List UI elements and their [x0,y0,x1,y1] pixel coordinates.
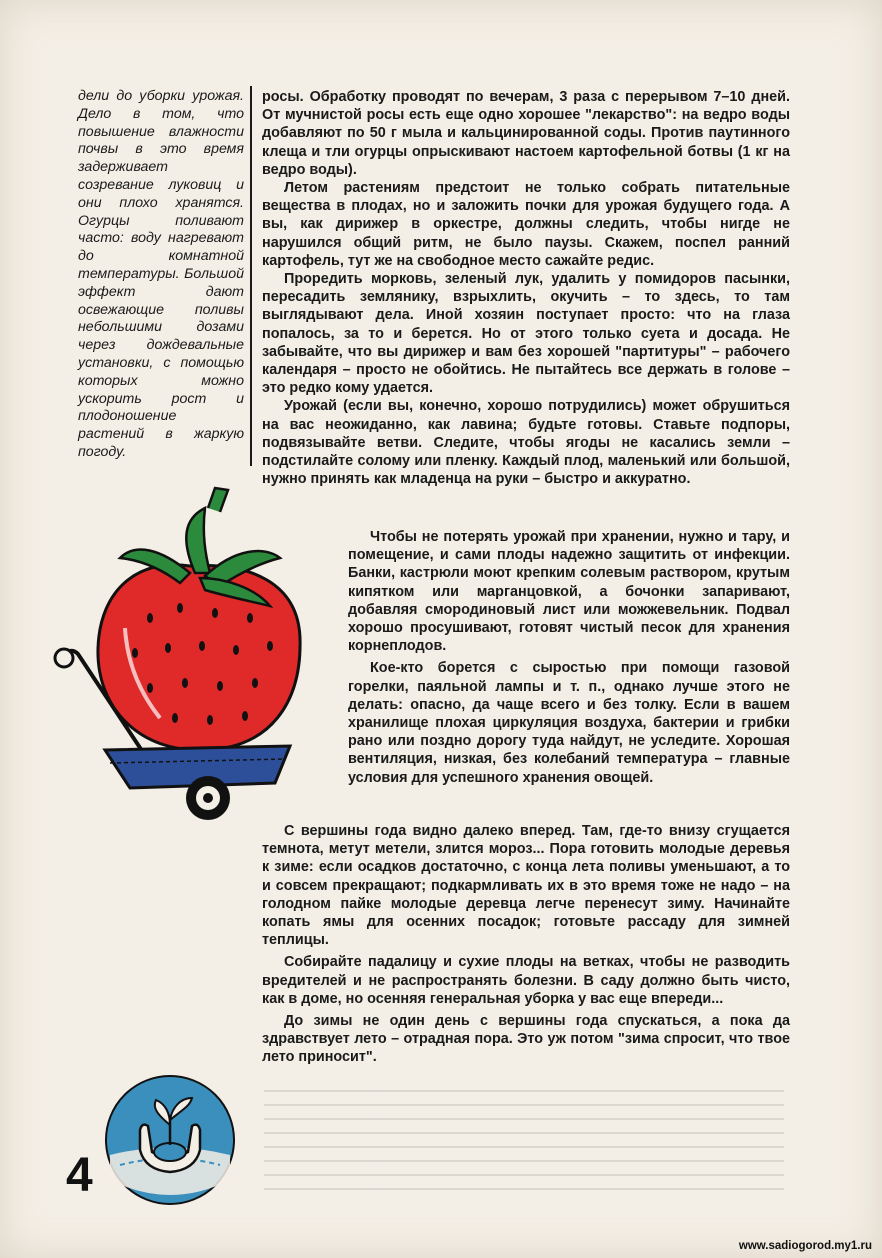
footer-url[interactable]: www.sadiogorod.my1.ru [738,1240,872,1252]
hands-sprout-emblem-icon [100,1070,240,1210]
page-number: 4 [66,1149,93,1202]
column-divider [250,86,252,466]
cart-handle-grip [55,649,73,667]
bottom-column [262,822,790,1071]
side-column-text: дели до уборки урожая. Дело в том, что повышение влажности почвы в это время задерживает созревание луковиц и они плохо хранятся. Огурцы поливают часто: воду нагревают до комнатной температуры. Большой эффект дают освежающие поливы небольшими дозами через дождевальные установки, с помощью которых можно ускорить рост и плодоношение растений в жаркую погоду. [78,88,244,460]
lower-paragraph-2: Кое-кто борется с сыростью при помощи газовой горелки, паяльной лампы и т. п., однако лучше этого не делать: опасно, да чаще всего и без толку. Если в вашем хранилище плохая циркуляция воздуха, бактерии и грибки рано или поздно дорогу туда найдут, не уследите. Хорошая вентиляция, низкая, без колебаний температура – главные условия для успешного хранения овощей. [348,660,790,786]
lower-column [348,528,790,791]
bottom-paragraph-1: С вершины года видно далеко вперед. Там, где-то внизу сгущается темнота, метут метели, злится мороз... Пора готовить молодые деревья к зиме: если осадков достаточно, с конца лета поливы уменьшают, а то и совсем прекращают; подкармливать их в это время тоже не надо – на голодном пайке молодые деревца легче перенесут зиму. Начинайте копать ямы для осенних посадок; готовьте рассаду для зимней теплицы. [262,823,790,949]
main-paragraph-4: Урожай (если вы, конечно, хорошо потрудились) может обрушиться на вас неожиданно, как лавина; будьте готовы. Ставьте подпоры, подвязывайте ветви. Следите, чтобы ягоды не касались земли – подстилайте солому или пленку. Каждый плод, маленький или большой, нужно принять как младенца на руки – быстро и аккуратно. [262,398,790,488]
main-paragraph-3: Проредить морковь, зеленый лук, удалить у помидоров пасынки, пересадить землянику, взрыхлить, окучить – то здесь, то там выглядывают дела. Иной хозяин поступает просто: что на глаза попалось, за то и берется. Но от этого только суета и досада. Не забывайте, что вы дирижер и вам без хорошей "партитуры" – рабочего календаря – просто не обойтись. Не пытайтесь все держать в голове – это редко кому удается. [262,271,790,397]
lower-paragraph-1: Чтобы не потерять урожай при хранении, нужно и тару, и помещение, и сами плоды надежно защитить от инфекции. Банки, кастрюли моют крепким солевым раствором, крутым кипятком или марганцовкой, а бочонки запаривают, добавляя смородиновый лист или можжевельник. Подвал хорошо просушивают, готовят чистый песок для хранения корнеплодов. [348,529,790,655]
main-paragraph-1: росы. Обработку проводят по вечерам, 3 раза с перерывом 7–10 дней. От мучнистой росы есть еще одно хорошее "лекарство": на ведро воды добавляют по 50 г мыла и кальцинированной соды. Против паутинного клеща и тли огурцы опрыскивают настоем картофельной ботвы (1 кг на ведро воды). [262,89,790,178]
strawberry-stem [208,488,228,512]
main-paragraph-2: Летом растениям предстоит не только собрать питательные вещества в плодах, но и заложить почки для урожая будущего года. А вы, как дирижер в оркестре, должны следить, чтобы нигде не нарушился общий ритм, не было паузы. Скажем, поспел ранний картофель, тут же на свободное место сажайте редис. [262,180,790,269]
cart-wheel-icon [186,776,230,820]
main-column [262,88,790,488]
strawberry-cart-illustration [40,478,340,828]
bleed-through-text [264,1090,784,1200]
bottom-paragraph-2: Собирайте падалицу и сухие плоды на ветках, чтобы не разводить вредителей и не распространять болезни. В саду должно быть чисто, как в доме, но осенняя генеральная уборка у вас еще впереди... [262,954,790,1007]
bottom-paragraph-3: До зимы не один день с вершины года спускаться, а пока да здравствует лето – отрадная пора. Это уж потом "зима спросит, что твое лето приносит". [262,1013,790,1066]
